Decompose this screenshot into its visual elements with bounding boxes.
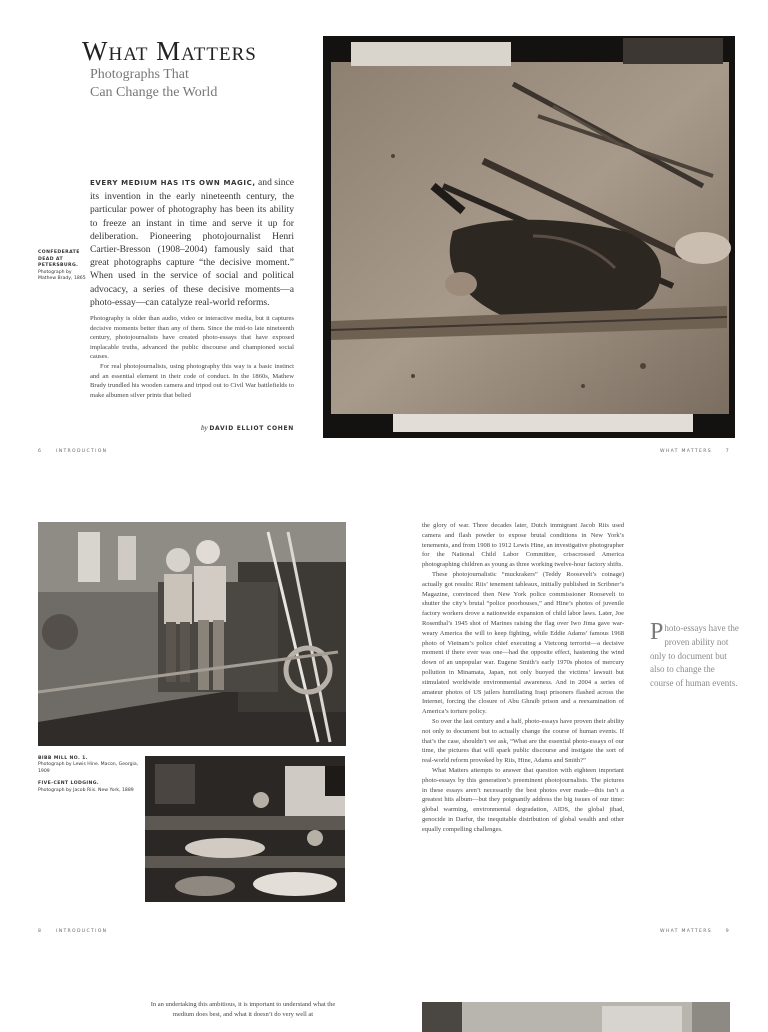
paragraph-3: So over the last century and a half, photo-essays have proven their ability not only to document but to actually change the course of human events. If that’s the case, shouldn’t we ask, “What are the essential photo-essays of our time, the pictures that will spark public discourse and instigate the sort of real-world reform provoked by Riis, Hine, Adams and Smith?” (422, 717, 624, 765)
caption-credit-bibb: Photograph by Lewis Hine. Macon, Georgia, 1909 (38, 762, 139, 774)
folio-right-p9 (640, 929, 730, 934)
byline-author: DAVID ELLIOT COHEN (209, 425, 294, 432)
photo-spread3 (422, 1002, 730, 1032)
byline (150, 424, 294, 432)
folio-section: INTRODUCTION (56, 449, 108, 454)
lede-text: and since its invention in the early nineteenth century, the particular power of photography has been its ability to freeze an instant in time and serve it up for deliberation. Pioneering photojournalist Henri Cartier-Bresson (1908–2004) famously said that great photographs capture “the decisive moment.” When used in the service of social and political advocacy, a series of these decisive moments—a photo-essay—can catalyze real-world reforms. (90, 177, 295, 308)
intro-paragraph-2: For real photojournalists, using photography this way is a basic instinct and an essential element in their code of conduct. In the 1860s, Mathew Brady trundled his wooden camera and tripod out to Civil War battlefields to make albumen silver prints that belied (90, 362, 294, 399)
folio-book-title: WHAT MATTERS (660, 929, 712, 934)
book-title: What Matters (82, 36, 257, 66)
lede-paragraph (90, 176, 294, 309)
folio-left-p8 (38, 929, 107, 934)
page-number: 8 (38, 929, 43, 934)
page-number: 9 (725, 929, 730, 934)
lede-lead-in: EVERY MEDIUM HAS ITS OWN MAGIC, (90, 179, 256, 187)
paragraph-4: What Matters attempts to answer that question with eighteen important photo-essays by this generation’s preeminent photojournalists. The pictures in these essays aren’t necessarily the best photos ever made—this isn’t a greatest hits album—but they poignantly address the big issues of our time: global warming, environmental degradation, AIDS, the global jihad, genocide in Darfur, the inequitable distribution of global wealth and other equally compelling challenges. (422, 766, 624, 833)
page-number: 6 (38, 449, 43, 454)
paragraph-2: These photojournalistic “muckrakers” (Teddy Roosevelt’s coinage) actually got results: Riis’ tenement tableaux, initially published in Scribner’s Magazine, convinced then New York police commissioner Roosevelt to shutter the city’s brutal “police poorhouses,” and Hine’s photos of juvenile factory workers drove a nationwide expansion of child labor laws. Later, Joe Rosenthal’s 1945 shot of Marines raising the flag over Iwo Jima gave war-weary America the will to keep fighting, while Eddie Adams’ famous 1968 photo of Vietnam’s police chief executing a Vietcong terrorist—a decisive moment if there ever was one—had the opposite effect, hastening the wind down of an unpopular war. Eugene Smith’s early 1970s photos of mercury pollution in Minamata, Japan, not only buoyed the victims’ lawsuit but stimulated worldwide environmental awareness. And in 2004 a series of amateur photos of US jailers humiliating Iraqi prisoners flashed across the Internet, forcing the closure of Abu Ghraib prison and a reexamination of America’s torture policy. (422, 570, 624, 716)
photo-captions-spread2 (38, 756, 142, 794)
pull-quote (650, 619, 740, 691)
body-text-spread3 (140, 1000, 346, 1020)
paragraph-1: the glory of war. Three decades later, Dutch immigrant Jacob Riis used camera and flash powder to expose brutal conditions in New York’s tenements, and from 1908 to 1912 Lewis Hine, an investigative photographer for the National Child Labor Committee, crisscrossed America photographing children as young as three working twelve-hour factory shifts. (422, 522, 624, 569)
page-number: 7 (725, 449, 730, 454)
byline-by: by (200, 424, 208, 432)
folio-book-title: WHAT MATTERS (660, 449, 712, 454)
drop-cap: P (650, 619, 664, 645)
caption-title-bibb: BIBB MILL NO. 1. (38, 756, 88, 761)
caption-title: CONFEDERATE DEAD AT PETERSBURG. (38, 250, 80, 269)
caption-title-lodging: FIVE-CENT LODGING. (38, 781, 100, 787)
body-text-spread2 (422, 521, 624, 835)
folio-left-p6 (38, 449, 107, 454)
intro-paragraph-1: Photography is older than audio, video or interactive media, but it captures decisive moments better than any of them. Since the mid-to late nineteenth century, photojournalists have created photo-essays that have exposed implacable truths, advanced the public discourse and championed social causes. (90, 315, 294, 361)
caption-credit-lodging: Photograph by Jacob Riis. New York, 1889 (38, 787, 134, 793)
pull-quote-text: hoto-essays have the proven ability not only to document but also to change the course of human events. (650, 623, 739, 689)
subtitle-line-1: Photographs That (90, 67, 189, 82)
photo-caption-confederate (38, 250, 88, 283)
photo-confederate-dead (323, 36, 735, 438)
photo-bibb-mill (38, 522, 346, 746)
caption-credit: Photograph by Mathew Brady, 1865 (38, 269, 86, 282)
book-subtitle (90, 66, 290, 102)
photo-five-cent-lodging (145, 756, 345, 902)
subtitle-line-2: Can Change the World (90, 85, 218, 100)
folio-section: INTRODUCTION (56, 929, 108, 934)
folio-right-p7 (640, 449, 730, 454)
intro-body-text (90, 314, 294, 400)
paragraph-1: In an undertaking this ambitious, it is important to understand what the medium does best, and what it doesn’t do very well at (150, 1001, 336, 1018)
